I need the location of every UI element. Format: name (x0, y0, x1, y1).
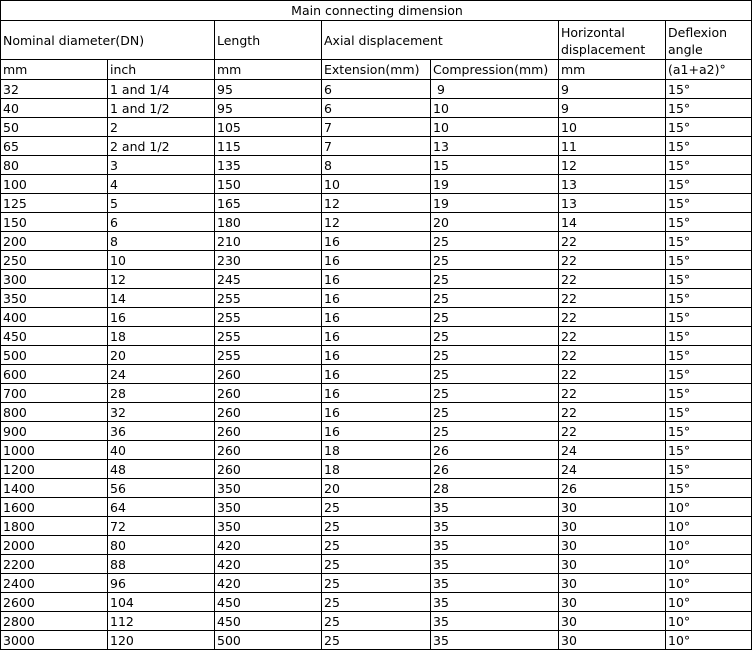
unit-dn-mm: mm (1, 60, 108, 80)
cell-deflexion: 15° (666, 365, 752, 384)
cell-extension: 16 (322, 251, 431, 270)
cell-compression: 28 (431, 479, 559, 498)
cell-extension: 16 (322, 384, 431, 403)
cell-deflexion: 15° (666, 403, 752, 422)
cell-dn-mm: 250 (1, 251, 108, 270)
cell-deflexion: 15° (666, 137, 752, 156)
cell-dn-inch: 1 and 1/2 (108, 99, 215, 118)
cell-length: 95 (215, 99, 322, 118)
cell-horizontal: 22 (559, 346, 666, 365)
cell-compression: 26 (431, 460, 559, 479)
cell-dn-mm: 1400 (1, 479, 108, 498)
cell-horizontal: 9 (559, 99, 666, 118)
cell-compression: 35 (431, 498, 559, 517)
cell-horizontal: 24 (559, 441, 666, 460)
cell-deflexion: 15° (666, 80, 752, 99)
cell-dn-inch: 1 and 1/4 (108, 80, 215, 99)
table-row (1, 270, 752, 289)
cell-dn-inch: 48 (108, 460, 215, 479)
cell-dn-mm: 500 (1, 346, 108, 365)
cell-horizontal: 30 (559, 631, 666, 650)
table-row (1, 232, 752, 251)
cell-compression: 9 (431, 80, 559, 99)
cell-horizontal: 30 (559, 593, 666, 612)
cell-dn-inch: 40 (108, 441, 215, 460)
cell-length: 95 (215, 80, 322, 99)
table-row (1, 118, 752, 137)
cell-horizontal: 12 (559, 156, 666, 175)
cell-compression: 25 (431, 327, 559, 346)
cell-horizontal: 30 (559, 498, 666, 517)
cell-deflexion: 15° (666, 441, 752, 460)
cell-deflexion: 15° (666, 213, 752, 232)
cell-deflexion: 10° (666, 536, 752, 555)
table-row (1, 422, 752, 441)
cell-extension: 25 (322, 498, 431, 517)
cell-dn-mm: 1800 (1, 517, 108, 536)
table-row (1, 479, 752, 498)
table-row (1, 555, 752, 574)
table-row (1, 460, 752, 479)
cell-horizontal: 30 (559, 555, 666, 574)
cell-extension: 16 (322, 270, 431, 289)
table-row (1, 441, 752, 460)
cell-length: 450 (215, 612, 322, 631)
cell-compression: 25 (431, 232, 559, 251)
cell-compression: 15 (431, 156, 559, 175)
cell-length: 135 (215, 156, 322, 175)
cell-horizontal: 22 (559, 327, 666, 346)
cell-compression: 35 (431, 555, 559, 574)
cell-compression: 35 (431, 517, 559, 536)
cell-dn-mm: 400 (1, 308, 108, 327)
cell-dn-mm: 2000 (1, 536, 108, 555)
cell-horizontal: 30 (559, 517, 666, 536)
cell-deflexion: 10° (666, 612, 752, 631)
cell-dn-mm: 450 (1, 327, 108, 346)
cell-compression: 20 (431, 213, 559, 232)
cell-extension: 16 (322, 403, 431, 422)
cell-extension: 25 (322, 536, 431, 555)
unit-deflexion: (a1+a2)° (666, 60, 752, 80)
cell-horizontal: 24 (559, 460, 666, 479)
cell-length: 260 (215, 422, 322, 441)
cell-deflexion: 15° (666, 194, 752, 213)
cell-dn-mm: 1000 (1, 441, 108, 460)
cell-dn-inch: 32 (108, 403, 215, 422)
cell-compression: 25 (431, 365, 559, 384)
cell-compression: 25 (431, 308, 559, 327)
cell-dn-mm: 125 (1, 194, 108, 213)
cell-compression: 35 (431, 536, 559, 555)
cell-compression: 35 (431, 574, 559, 593)
cell-extension: 20 (322, 479, 431, 498)
cell-length: 260 (215, 460, 322, 479)
cell-dn-mm: 1200 (1, 460, 108, 479)
cell-dn-inch: 36 (108, 422, 215, 441)
table-row (1, 308, 752, 327)
cell-length: 210 (215, 232, 322, 251)
unit-dn-inch: inch (108, 60, 215, 80)
table-row (1, 346, 752, 365)
cell-length: 245 (215, 270, 322, 289)
cell-length: 255 (215, 346, 322, 365)
cell-extension: 25 (322, 612, 431, 631)
cell-horizontal: 22 (559, 270, 666, 289)
cell-length: 255 (215, 308, 322, 327)
cell-extension: 16 (322, 422, 431, 441)
cell-compression: 19 (431, 175, 559, 194)
cell-dn-inch: 16 (108, 308, 215, 327)
cell-dn-inch: 112 (108, 612, 215, 631)
cell-extension: 25 (322, 631, 431, 650)
cell-dn-mm: 2600 (1, 593, 108, 612)
cell-extension: 25 (322, 593, 431, 612)
cell-length: 500 (215, 631, 322, 650)
cell-horizontal: 14 (559, 213, 666, 232)
table-row (1, 99, 752, 118)
cell-deflexion: 15° (666, 118, 752, 137)
cell-extension: 6 (322, 99, 431, 118)
cell-extension: 25 (322, 555, 431, 574)
cell-compression: 25 (431, 289, 559, 308)
table-title: Main connecting dimension (1, 1, 752, 21)
table-row (1, 175, 752, 194)
cell-extension: 16 (322, 289, 431, 308)
cell-dn-inch: 64 (108, 498, 215, 517)
cell-extension: 18 (322, 460, 431, 479)
cell-compression: 25 (431, 251, 559, 270)
cell-extension: 7 (322, 137, 431, 156)
cell-dn-inch: 80 (108, 536, 215, 555)
cell-length: 350 (215, 479, 322, 498)
cell-horizontal: 26 (559, 479, 666, 498)
cell-deflexion: 15° (666, 460, 752, 479)
unit-row (1, 60, 752, 80)
cell-dn-inch: 14 (108, 289, 215, 308)
cell-length: 420 (215, 574, 322, 593)
cell-dn-inch: 56 (108, 479, 215, 498)
cell-horizontal: 13 (559, 175, 666, 194)
cell-extension: 16 (322, 346, 431, 365)
unit-compression: Compression(mm) (431, 60, 559, 80)
cell-dn-mm: 2200 (1, 555, 108, 574)
unit-length-mm: mm (215, 60, 322, 80)
table-row (1, 213, 752, 232)
cell-deflexion: 10° (666, 498, 752, 517)
cell-extension: 12 (322, 213, 431, 232)
header-horizontal-displacement: Horizontal displacement (559, 21, 666, 60)
cell-dn-mm: 350 (1, 289, 108, 308)
cell-compression: 25 (431, 403, 559, 422)
cell-dn-mm: 800 (1, 403, 108, 422)
cell-dn-inch: 2 (108, 118, 215, 137)
cell-dn-mm: 40 (1, 99, 108, 118)
cell-dn-inch: 104 (108, 593, 215, 612)
cell-extension: 8 (322, 156, 431, 175)
table-row (1, 536, 752, 555)
cell-deflexion: 10° (666, 517, 752, 536)
cell-length: 350 (215, 517, 322, 536)
cell-length: 255 (215, 289, 322, 308)
cell-extension: 16 (322, 365, 431, 384)
cell-deflexion: 10° (666, 631, 752, 650)
cell-dn-inch: 12 (108, 270, 215, 289)
table-row (1, 156, 752, 175)
cell-extension: 7 (322, 118, 431, 137)
cell-deflexion: 15° (666, 422, 752, 441)
cell-horizontal: 30 (559, 612, 666, 631)
cell-dn-inch: 120 (108, 631, 215, 650)
table-row (1, 384, 752, 403)
header-nominal-diameter: Nominal diameter(DN) (1, 21, 215, 60)
cell-dn-inch: 18 (108, 327, 215, 346)
cell-deflexion: 15° (666, 384, 752, 403)
cell-horizontal: 10 (559, 118, 666, 137)
cell-horizontal: 22 (559, 365, 666, 384)
cell-compression: 10 (431, 99, 559, 118)
cell-horizontal: 11 (559, 137, 666, 156)
table-row (1, 403, 752, 422)
cell-horizontal: 9 (559, 80, 666, 99)
cell-compression: 10 (431, 118, 559, 137)
cell-compression: 35 (431, 612, 559, 631)
unit-horizontal-mm: mm (559, 60, 666, 80)
cell-dn-mm: 100 (1, 175, 108, 194)
cell-length: 260 (215, 403, 322, 422)
cell-horizontal: 30 (559, 536, 666, 555)
cell-extension: 18 (322, 441, 431, 460)
cell-dn-inch: 24 (108, 365, 215, 384)
cell-compression: 26 (431, 441, 559, 460)
cell-deflexion: 15° (666, 232, 752, 251)
cell-compression: 19 (431, 194, 559, 213)
cell-deflexion: 15° (666, 289, 752, 308)
cell-dn-mm: 900 (1, 422, 108, 441)
table-row (1, 137, 752, 156)
cell-dn-mm: 3000 (1, 631, 108, 650)
cell-extension: 12 (322, 194, 431, 213)
table-row (1, 80, 752, 99)
cell-deflexion: 15° (666, 251, 752, 270)
cell-deflexion: 15° (666, 270, 752, 289)
table-row (1, 365, 752, 384)
cell-dn-inch: 96 (108, 574, 215, 593)
table-row (1, 631, 752, 650)
cell-length: 165 (215, 194, 322, 213)
cell-compression: 25 (431, 270, 559, 289)
cell-length: 255 (215, 327, 322, 346)
table-row (1, 289, 752, 308)
cell-dn-inch: 8 (108, 232, 215, 251)
cell-length: 450 (215, 593, 322, 612)
cell-horizontal: 13 (559, 194, 666, 213)
cell-dn-inch: 2 and 1/2 (108, 137, 215, 156)
cell-dn-inch: 4 (108, 175, 215, 194)
cell-extension: 25 (322, 574, 431, 593)
cell-dn-mm: 50 (1, 118, 108, 137)
cell-compression: 25 (431, 384, 559, 403)
cell-dn-mm: 2800 (1, 612, 108, 631)
cell-dn-mm: 80 (1, 156, 108, 175)
table-row (1, 593, 752, 612)
cell-dn-mm: 300 (1, 270, 108, 289)
cell-deflexion: 10° (666, 593, 752, 612)
cell-deflexion: 15° (666, 327, 752, 346)
cell-dn-mm: 32 (1, 80, 108, 99)
cell-deflexion: 15° (666, 479, 752, 498)
cell-horizontal: 30 (559, 574, 666, 593)
cell-deflexion: 10° (666, 555, 752, 574)
title-row (1, 1, 752, 21)
cell-dn-inch: 6 (108, 213, 215, 232)
header-length: Length (215, 21, 322, 60)
cell-length: 260 (215, 441, 322, 460)
cell-horizontal: 22 (559, 251, 666, 270)
table-row (1, 251, 752, 270)
cell-dn-inch: 20 (108, 346, 215, 365)
cell-horizontal: 22 (559, 289, 666, 308)
cell-length: 105 (215, 118, 322, 137)
cell-extension: 25 (322, 517, 431, 536)
unit-extension: Extension(mm) (322, 60, 431, 80)
cell-dn-mm: 600 (1, 365, 108, 384)
cell-dn-mm: 1600 (1, 498, 108, 517)
cell-length: 420 (215, 555, 322, 574)
header-row (1, 21, 752, 60)
cell-extension: 16 (322, 232, 431, 251)
cell-horizontal: 22 (559, 232, 666, 251)
table-row (1, 498, 752, 517)
cell-deflexion: 15° (666, 175, 752, 194)
cell-length: 115 (215, 137, 322, 156)
header-deflexion-angle: Deflexion angle (666, 21, 752, 60)
cell-horizontal: 22 (559, 422, 666, 441)
cell-compression: 13 (431, 137, 559, 156)
cell-extension: 16 (322, 327, 431, 346)
cell-dn-inch: 10 (108, 251, 215, 270)
cell-compression: 25 (431, 422, 559, 441)
cell-dn-inch: 3 (108, 156, 215, 175)
cell-length: 260 (215, 384, 322, 403)
cell-deflexion: 15° (666, 156, 752, 175)
table-row (1, 517, 752, 536)
cell-dn-inch: 72 (108, 517, 215, 536)
table-row (1, 194, 752, 213)
cell-dn-mm: 65 (1, 137, 108, 156)
cell-dn-mm: 200 (1, 232, 108, 251)
cell-compression: 35 (431, 631, 559, 650)
cell-length: 260 (215, 365, 322, 384)
cell-deflexion: 15° (666, 346, 752, 365)
cell-length: 350 (215, 498, 322, 517)
cell-dn-mm: 700 (1, 384, 108, 403)
cell-deflexion: 15° (666, 308, 752, 327)
cell-deflexion: 10° (666, 574, 752, 593)
cell-length: 180 (215, 213, 322, 232)
cell-length: 150 (215, 175, 322, 194)
cell-compression: 35 (431, 593, 559, 612)
cell-deflexion: 15° (666, 99, 752, 118)
cell-length: 230 (215, 251, 322, 270)
table-row (1, 574, 752, 593)
cell-dn-mm: 2400 (1, 574, 108, 593)
cell-extension: 10 (322, 175, 431, 194)
cell-horizontal: 22 (559, 308, 666, 327)
cell-dn-mm: 150 (1, 213, 108, 232)
cell-horizontal: 22 (559, 403, 666, 422)
cell-compression: 25 (431, 346, 559, 365)
header-axial-displacement: Axial displacement (322, 21, 559, 60)
table-row (1, 327, 752, 346)
cell-length: 420 (215, 536, 322, 555)
table-row (1, 612, 752, 631)
cell-extension: 6 (322, 80, 431, 99)
cell-dn-inch: 5 (108, 194, 215, 213)
cell-horizontal: 22 (559, 384, 666, 403)
cell-dn-inch: 88 (108, 555, 215, 574)
cell-extension: 16 (322, 308, 431, 327)
cell-dn-inch: 28 (108, 384, 215, 403)
